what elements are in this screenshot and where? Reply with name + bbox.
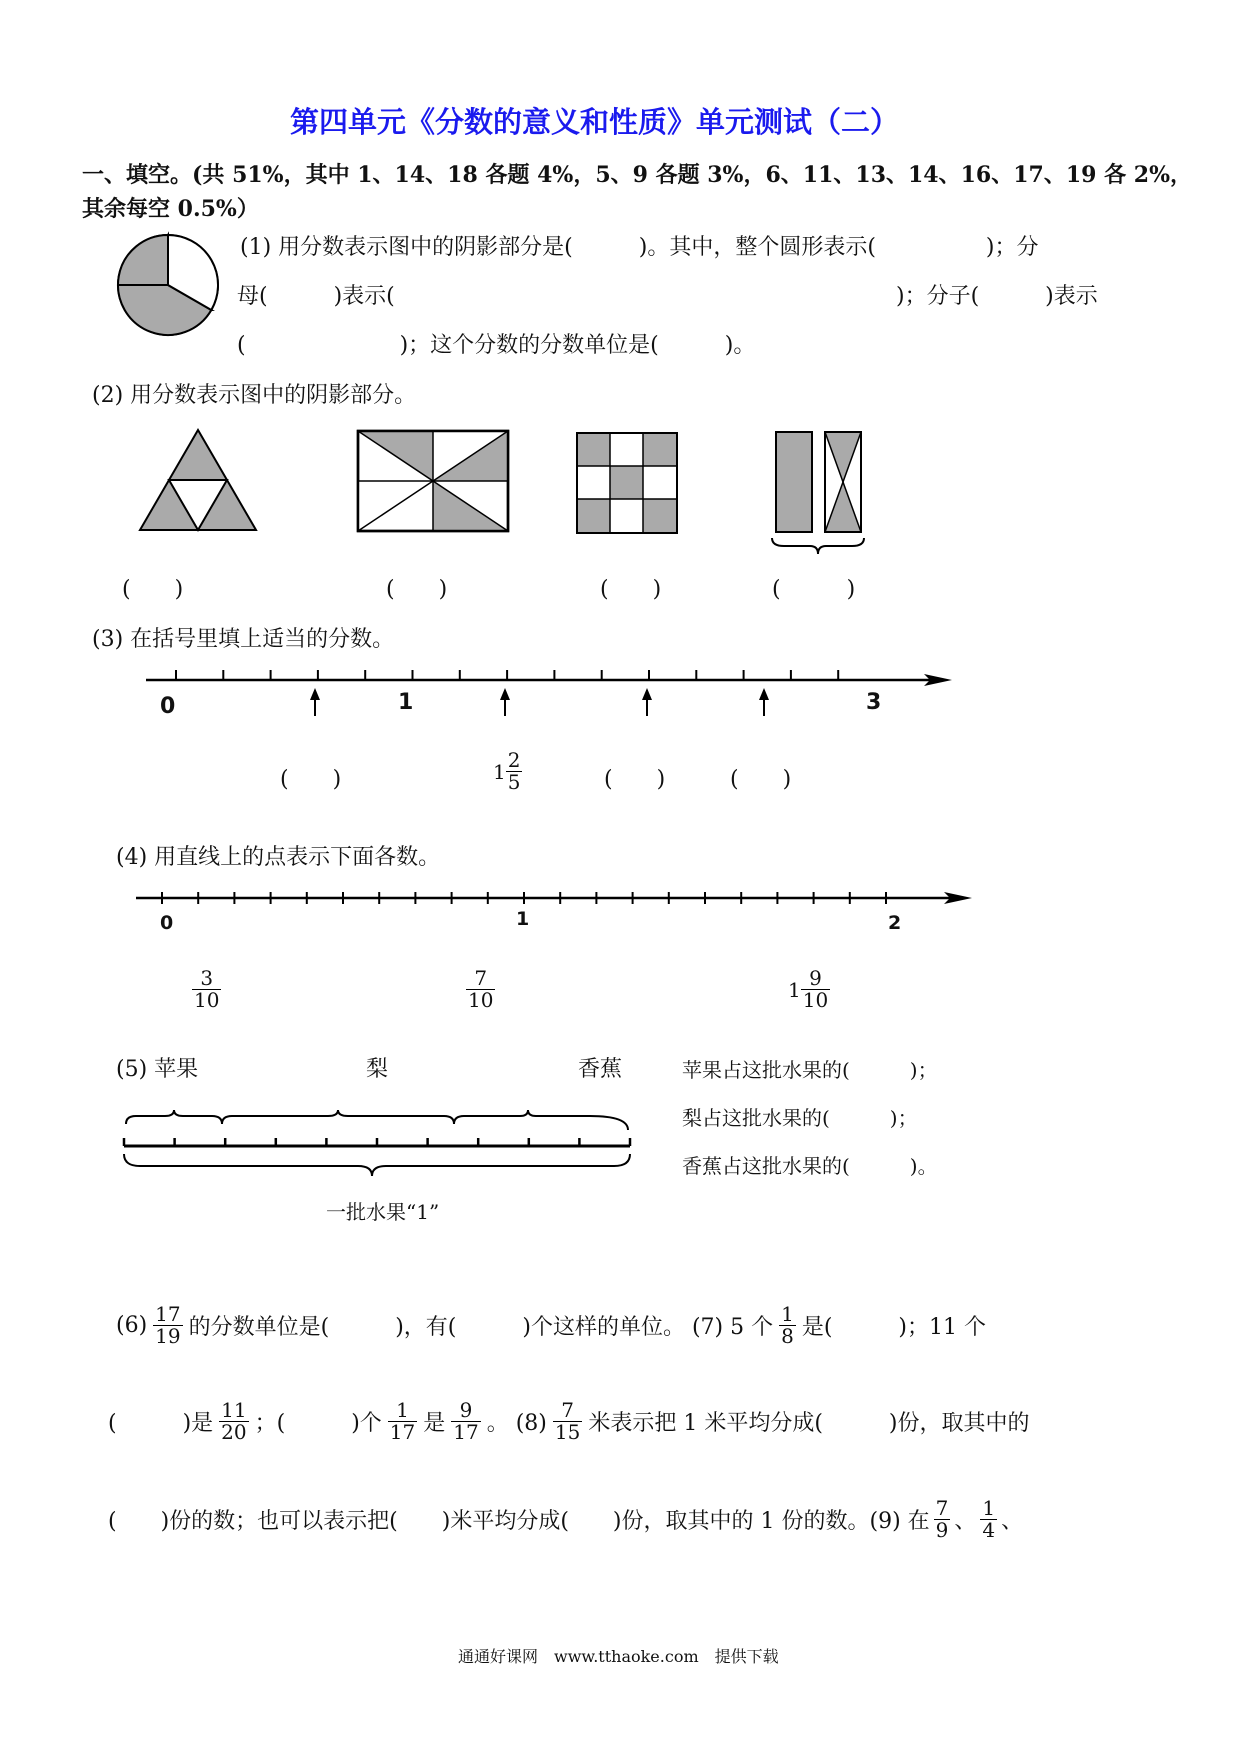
number-line-1 [140,660,960,720]
fruit-segment-diagram [120,1110,640,1190]
q3-answer-2[interactable]: ( ) [604,767,666,792]
q1-line1: (1) 用分数表示图中的阴影部分是( )。其中，整个圆形表示( )；分 [240,235,1039,260]
q7-line: ( )是 $\frac{11}{20}$ ；( )个 $\frac{1}{17}$ 是 $\frac{9}{17}$ 。 (8) $\frac{7}{15}$ 米表示把 1 米平均分成( )份，取其中的 [108,1398,1030,1444]
q3-tick-1: 1 [398,690,414,715]
section-heading-line1: 一、填空。(共 51%，其中 1、14、18 各题 4%，5、9 各题 3%，6、11、13、14、16、17、19 各 2%， [82,162,1192,188]
circle-figure [116,233,220,337]
q4-tick-0: 0 [160,912,174,934]
q4-mixed-number: 1 $\frac{9}{10}$ [788,966,829,1012]
grid-figure [576,432,678,534]
two-rectangles-figure [770,430,870,560]
q2-label: (2) 用分数表示图中的阴影部分。 [92,383,417,408]
q3-tick-3: 3 [866,690,882,715]
q2-answer-1[interactable]: ( ) [122,577,184,602]
q3-mixed-number: 1 $\frac{2}{5}$ [493,748,521,794]
q3-tick-0: 0 [160,694,176,719]
q5-label-pear: 梨 [366,1057,389,1082]
q1-line2b: )；分子( )表示 [896,284,1098,309]
q5-whole-label: 一批水果“1” [326,1200,440,1224]
q1-line3: ( )；这个分数的分数单位是( )。 [237,333,756,358]
q2-answer-4[interactable]: ( ) [772,577,856,602]
q2-answer-2[interactable]: ( ) [386,577,448,602]
q1-line2a: 母( )表示( [237,284,395,309]
q6-line: (6) $\frac{17}{19}$ 的分数单位是( )，有( )个这样的单位。 (7) 5 个 $\frac{1}{8}$ 是( )；11 个 [116,1302,986,1348]
q4-fraction-1: $\frac{3}{10}$ [194,966,220,1012]
q3-answer-1[interactable]: ( ) [280,767,342,792]
page-title: 第四单元《分数的意义和性质》单元测试（二） [290,105,900,139]
arrow-up-icon [759,688,769,716]
q3-answer-3[interactable]: ( ) [730,767,792,792]
section-heading-line2: 其余每空 0.5%） [82,196,259,222]
footer: 通通好课网 www.tthaoke.com 提供下载 [458,1647,779,1666]
q8-line: ( )份的数；也可以表示把( )米平均分成( )份，取其中的 1 份的数。(9) 在 $\frac{7}{9}$ 、 $\frac{1}{4}$ 、 [108,1496,1024,1542]
rectangle-figure [357,430,509,532]
arrow-up-icon [500,688,510,716]
q3-label: (3) 在括号里填上适当的分数。 [92,627,395,652]
q2-answer-3[interactable]: ( ) [600,577,662,602]
q4-label: (4) 用直线上的点表示下面各数。 [116,845,441,870]
q5-label-apple: (5) 苹果 [116,1057,199,1082]
q4-fraction-2: $\frac{7}{10}$ [468,966,494,1012]
triangle-figure [138,428,258,532]
q5-answer-pear[interactable]: 梨占这批水果的( )； [682,1106,918,1130]
q4-tick-1: 1 [516,908,530,930]
q5-answer-apple[interactable]: 苹果占这批水果的( )； [682,1058,938,1082]
q4-tick-2: 2 [888,912,902,934]
q5-answer-banana[interactable]: 香蕉占这批水果的( )。 [682,1154,938,1178]
arrow-up-icon [310,688,320,716]
number-line-2 [130,884,980,914]
arrow-up-icon [642,688,652,716]
q5-label-banana: 香蕉 [578,1057,623,1082]
